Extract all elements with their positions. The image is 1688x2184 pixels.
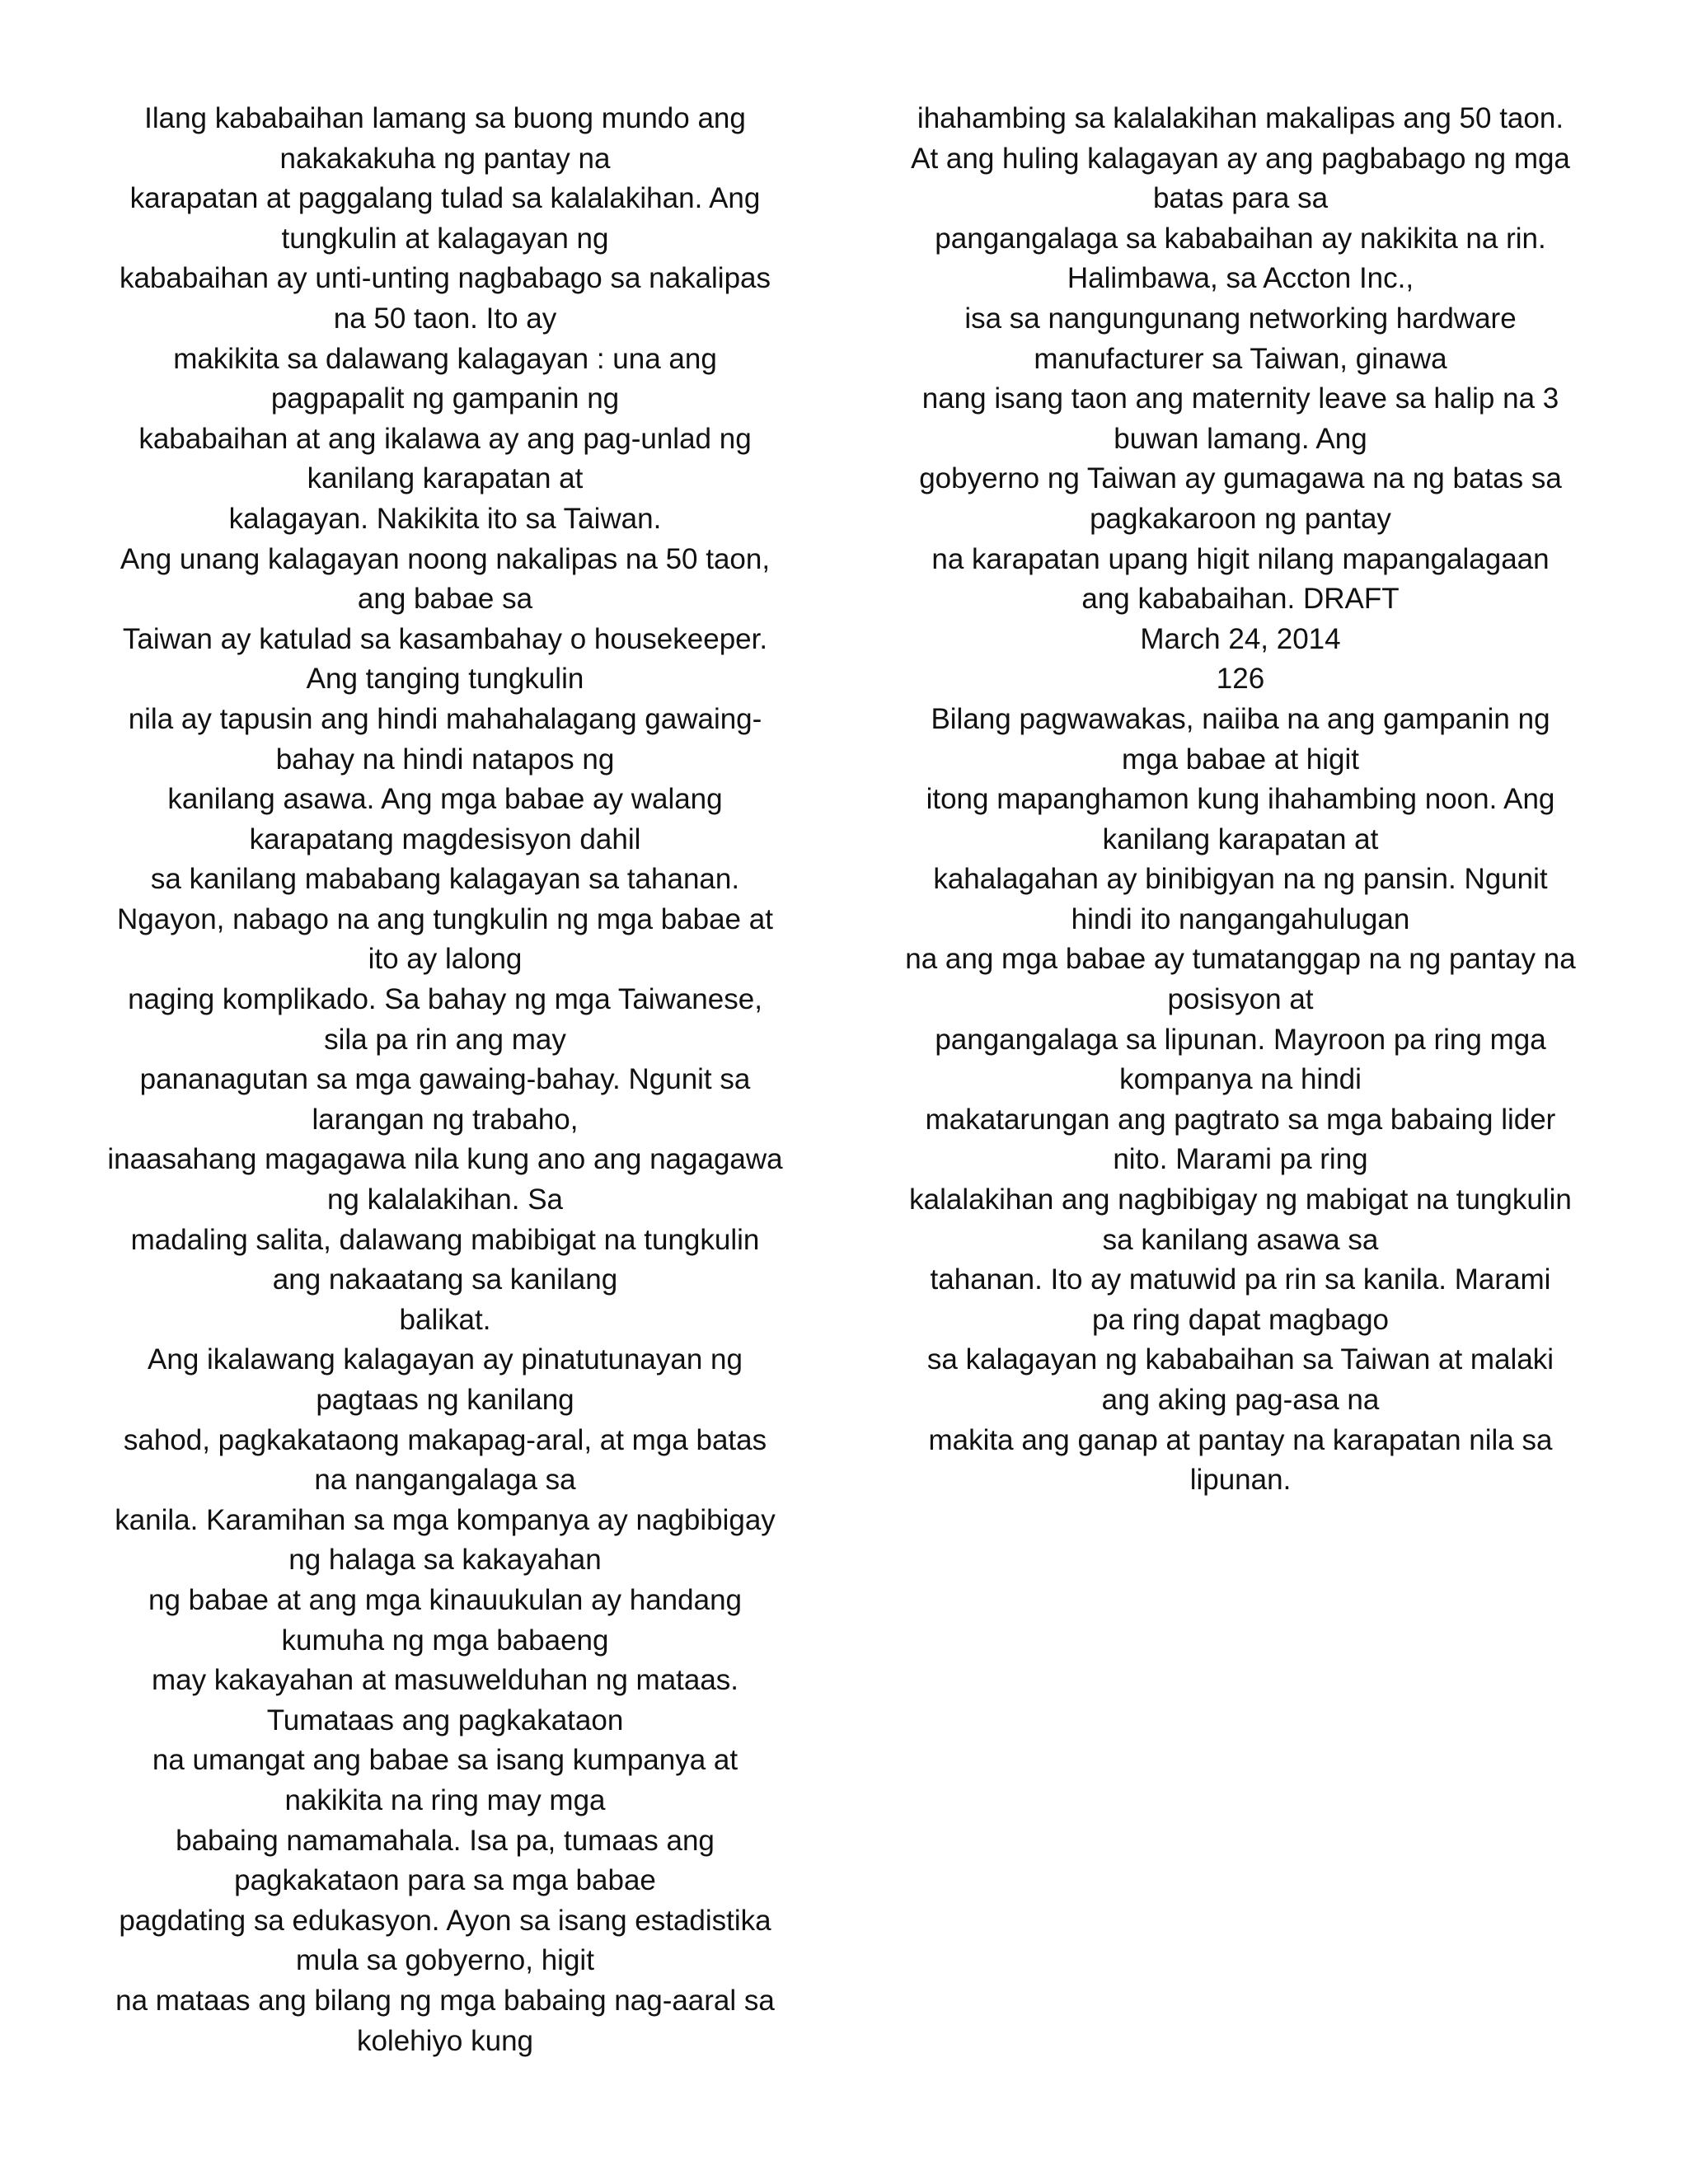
text-line: posisyon at [1167,983,1314,1016]
text-line: isa sa nangungunang networking hardware [964,302,1517,335]
text-line: sila pa rin ang may [324,1023,566,1056]
text-line: ng babae at ang mga kinauukulan ay handang [148,1583,743,1616]
text-line: tahanan. Ito ay matuwid pa rin sa kanila. Marami [930,1263,1551,1296]
text-line: babaing namamahala. Isa pa, tumaas ang [176,1824,715,1857]
text-line: sahod, pagkakataong makapag-aral, at mga batas [123,1423,767,1456]
text-line: 126 [1216,663,1265,696]
text-line: Bilang pagwawakas, naiiba na ang gampanin ng [931,702,1550,735]
text-line: Ang ikalawang kalagayan ay pinatutunayan ng [148,1343,743,1376]
text-line: kahalagahan ay binibigyan na ng pansin. Ngunit [933,863,1548,896]
text-line: At ang huling kalagayan ay ang pagbabago ng mga [911,142,1570,175]
text-line: Tumataas ang pagkakataon [266,1704,624,1736]
text-line: pagdating sa edukasyon. Ayon sa isang estadistika [119,1904,771,1937]
text-line: mula sa gobyerno, higit [296,1944,594,1977]
text-line: karapatan at paggalang tulad sa kalalakihan. Ang [129,182,761,215]
text-line: mga babae at higit [1122,743,1359,776]
text-line: Ang unang kalagayan noong nakalipas na 50 taon, [120,542,771,575]
text-line: kolehiyo kung [356,2024,534,2057]
text-line: March 24, 2014 [1140,622,1341,655]
text-line: nakakakuha ng pantay na [279,142,611,175]
text-line: batas para sa [1152,182,1329,215]
text-line: kanilang karapatan at [307,462,584,495]
text-line: na umangat ang babae sa isang kumpanya at [152,1744,738,1777]
text-line: ang kababaihan. DRAFT [1081,583,1400,616]
text-line: balikat. [399,1303,491,1336]
text-line: larangan ng trabaho, [312,1103,579,1136]
text-line: pangangalaga sa kababaihan ay nakikita na rin. [935,222,1546,255]
text-line: manufacturer sa Taiwan, ginawa [1034,342,1447,375]
text-line: Ngayon, nabago na ang tungkulin ng mga babae at [117,902,773,935]
text-line: nito. Marami pa ring [1113,1143,1368,1176]
text-line: ang nakaatang sa kanilang [272,1263,618,1296]
text-line: naging komplikado. Sa bahay ng mga Taiwanese, [128,983,762,1016]
text-line: sa kanilang asawa sa [1102,1223,1379,1256]
text-line: gobyerno ng Taiwan ay gumagawa na ng batas sa [919,462,1562,495]
right-text-column [886,99,1595,1501]
text-line: lipunan. [1189,1464,1292,1497]
text-line: kababaihan at ang ikalawa ay ang pag-unlad ng [138,422,752,455]
text-line: ang babae sa [357,583,533,616]
text-line: may kakayahan at masuwelduhan ng mataas. [151,1664,739,1697]
text-line: inaasahang magagawa nila kung ano ang nagagawa [107,1143,783,1176]
text-line: ng halaga sa kakayahan [288,1544,602,1577]
text-line: ihahambing sa kalalakihan makalipas ang 50 taon. [917,102,1564,134]
text-line: tungkulin at kalagayan ng [281,222,609,255]
text-line: kanila. Karamihan sa mga kompanya ay nagbibigay [115,1503,776,1536]
text-line: hindi ito nangangahulugan [1071,902,1410,935]
text-line: makikita sa dalawang kalagayan : una ang [173,342,717,375]
text-line: nakikita na ring may mga [284,1783,606,1816]
text-line: Ang tanging tungkulin [306,663,584,696]
text-line: ito ay lalong [368,943,523,976]
text-line: kanilang karapatan at [1102,823,1379,855]
text-line: kumuha ng mga babaeng [281,1624,609,1657]
text-line: bahay na hindi natapos ng [275,743,615,776]
text-line: Ilang kababaihan lamang sa buong mundo ang [144,102,746,134]
text-line: na ang mga babae ay tumatanggap na ng pantay na [905,943,1576,976]
text-line: na nangangalaga sa [314,1464,576,1497]
text-line: pananagutan sa mga gawaing-bahay. Ngunit sa [139,1063,751,1096]
text-line: karapatang magdesisyon dahil [249,823,641,855]
text-line: Taiwan ay katulad sa kasambahay o housekeeper. [122,622,768,655]
text-line: pagkakaroon ng pantay [1090,502,1391,535]
text-line: na karapatan upang higit nilang mapangalagaan [931,542,1550,575]
text-line: pa ring dapat magbago [1092,1303,1389,1336]
text-line: kompanya na hindi [1119,1063,1362,1096]
text-line: sa kanilang mababang kalagayan sa tahanan. [150,863,740,896]
text-line: nila ay tapusin ang hindi mahahalagang gawaing- [128,702,762,735]
text-line: kababaihan ay unti-unting nagbabago sa nakalipas [119,262,771,295]
text-line: madaling salita, dalawang mabibigat na tungkulin [130,1223,760,1256]
text-line: Halimbawa, sa Accton Inc., [1067,262,1414,295]
text-line: pagpapalit ng gampanin ng [270,382,620,415]
text-line: makatarungan ang pagtrato sa mga babaing lider [925,1103,1556,1136]
text-line: kalalakihan ang nagbibigay ng mabigat na tungkulin [909,1183,1572,1216]
text-line: itong mapanghamon kung ihahambing noon. Ang [926,783,1555,816]
text-line: na 50 taon. Ito ay [333,302,557,335]
text-line: pagkakataon para sa mga babae [234,1864,656,1897]
text-line: kalagayan. Nakikita ito sa Taiwan. [228,502,662,535]
text-line: ng kalalakihan. Sa [326,1183,564,1216]
text-line: buwan lamang. Ang [1114,422,1367,455]
text-line: makita ang ganap at pantay na karapatan nila sa [928,1423,1553,1456]
text-line: sa kalagayan ng kababaihan sa Taiwan at malaki [926,1343,1554,1376]
text-line: pangangalaga sa lipunan. Mayroon pa ring mga [935,1023,1546,1056]
text-line: nang isang taon ang maternity leave sa halip na 3 [921,382,1559,415]
text-line: kanilang asawa. Ang mga babae ay walang [167,783,723,816]
text-line: pagtaas ng kanilang [316,1384,574,1416]
left-text-column [99,99,791,2061]
text-line: na mataas ang bilang ng mga babaing nag-aaral sa [115,1984,775,2017]
text-line: ang aking pag-asa na [1101,1384,1380,1416]
